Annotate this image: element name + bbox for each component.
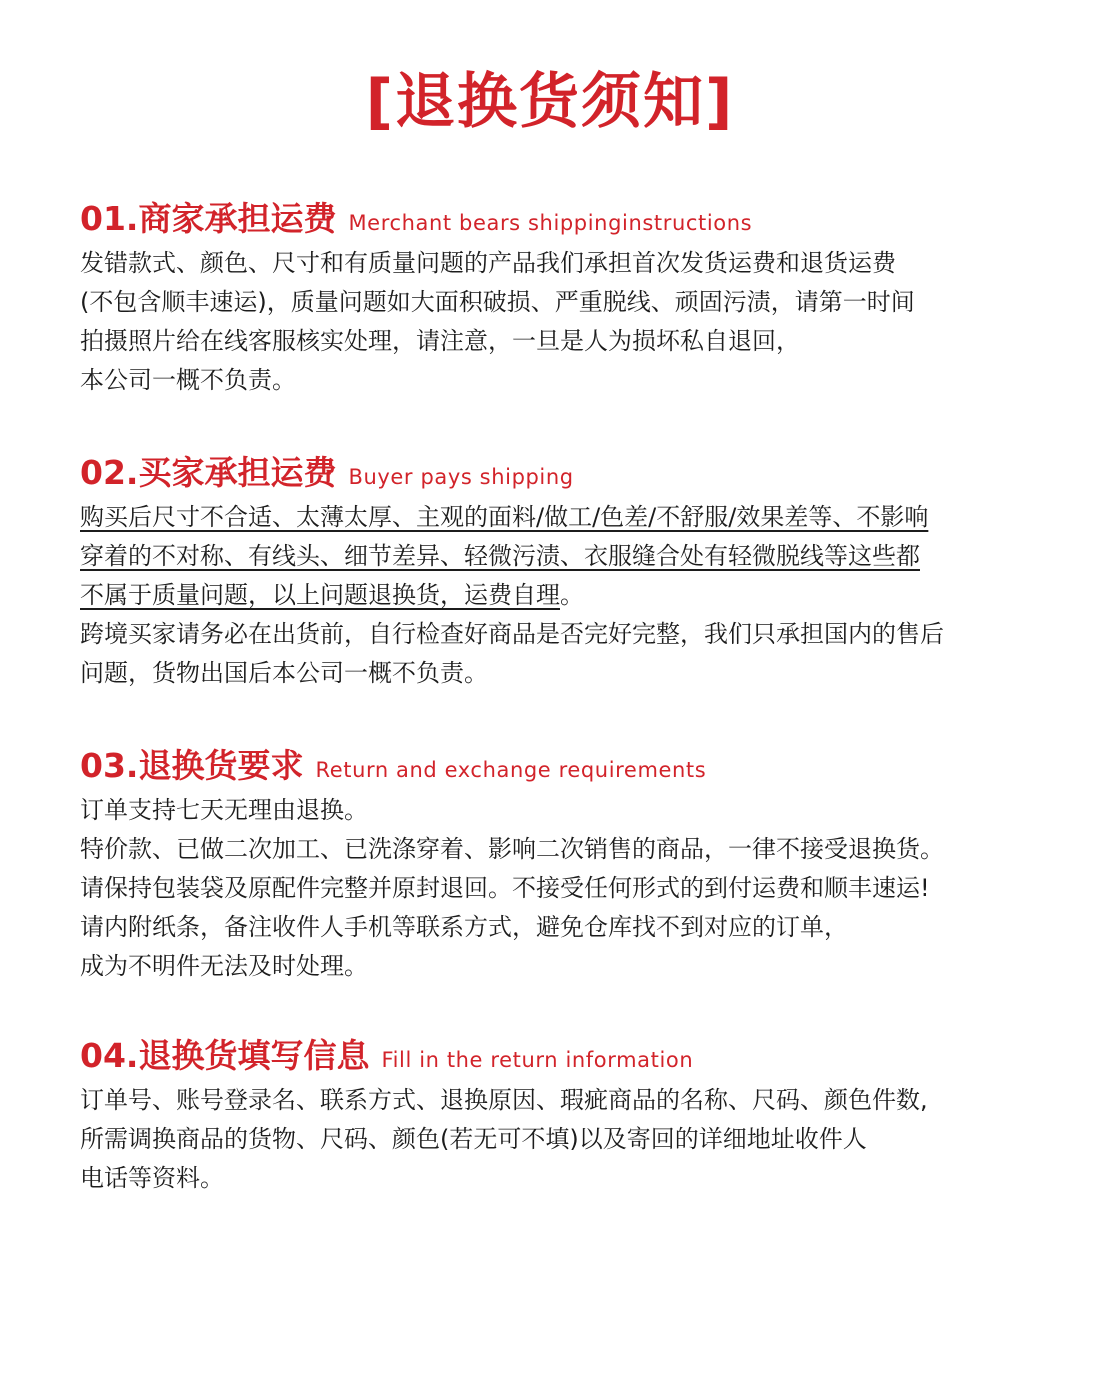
section-body [80, 791, 1040, 986]
section-heading [80, 196, 1040, 242]
line-end-punctuation: 。 [560, 581, 584, 609]
section-title-zh: 商家承担运费 [138, 199, 337, 238]
section-return-requirements [80, 743, 1040, 986]
section-buyer-pays-shipping [80, 450, 1040, 693]
body-line-underlined [80, 537, 1040, 576]
section-number: 03. [80, 746, 139, 785]
section-title-zh: 退换货填写信息 [138, 1036, 370, 1075]
section-title-zh: 退换货要求 [138, 746, 304, 785]
section-return-information [80, 1033, 1040, 1198]
body-line: 发错款式、颜色、尺寸和有质量问题的产品我们承担首次发货运费和退货运费 [80, 249, 896, 277]
body-line: 本公司一概不负责。 [80, 366, 296, 394]
underlined-text: 不属于质量问题，以上问题退换货，运费自理 [80, 581, 560, 609]
body-line-underlined [80, 576, 1040, 615]
section-title-zh: 买家承担运费 [138, 453, 337, 492]
section-title-en: Return and exchange requirements [315, 758, 707, 782]
body-line: 请保持包装袋及原配件完整并原封退回。不接受任何形式的到付运费和顺丰速运! [80, 874, 930, 902]
body-line: 拍摄照片给在线客服核实处理，请注意，一旦是人为损坏私自退回， [80, 327, 800, 355]
body-line: 问题，货物出国后本公司一概不负责。 [80, 659, 488, 687]
underlined-text: 穿着的不对称、有线头、细节差异、轻微污渍、衣服缝合处有轻微脱线等这些都 [80, 542, 920, 570]
section-body [80, 1081, 1040, 1198]
section-number: 04. [80, 1036, 139, 1075]
section-body [80, 244, 1040, 400]
body-line: 订单支持七天无理由退换。 [80, 796, 368, 824]
section-merchant-bears-shipping [80, 196, 1040, 400]
section-number: 02. [80, 453, 139, 492]
underlined-text: 购买后尺寸不合适、太薄太厚、主观的面料/做工/色差/不舒服/效果差等、不影响 [80, 503, 929, 531]
page-title: [退换货须知] [365, 67, 735, 137]
body-line: 订单号、账号登录名、联系方式、退换原因、瑕疵商品的名称、尺码、颜色件数, [80, 1086, 928, 1114]
section-body [80, 498, 1040, 693]
body-line: (不包含顺丰速运)，质量问题如大面积破损、严重脱线、顽固污渍，请第一时间 [80, 288, 915, 316]
body-line: 跨境买家请务必在出货前，自行检查好商品是否完好完整，我们只承担国内的售后 [80, 620, 944, 648]
section-title-en: Merchant bears shippinginstructions [348, 211, 753, 235]
body-line-underlined [80, 498, 1040, 537]
body-line: 电话等资料。 [80, 1164, 224, 1192]
section-heading [80, 1033, 1040, 1079]
section-number: 01. [80, 199, 139, 238]
section-title-en: Buyer pays shipping [348, 465, 574, 489]
body-line: 特价款、已做二次加工、已洗涤穿着、影响二次销售的商品，一律不接受退换货。 [80, 835, 944, 863]
body-line: 所需调换商品的货物、尺码、颜色(若无可不填)以及寄回的详细地址收件人 [80, 1125, 867, 1153]
section-heading [80, 743, 1040, 789]
section-heading [80, 450, 1040, 496]
body-line: 成为不明件无法及时处理。 [80, 952, 368, 980]
section-title-en: Fill in the return information [381, 1048, 694, 1072]
body-line: 请内附纸条，备注收件人手机等联系方式，避免仓库找不到对应的订单， [80, 913, 848, 941]
